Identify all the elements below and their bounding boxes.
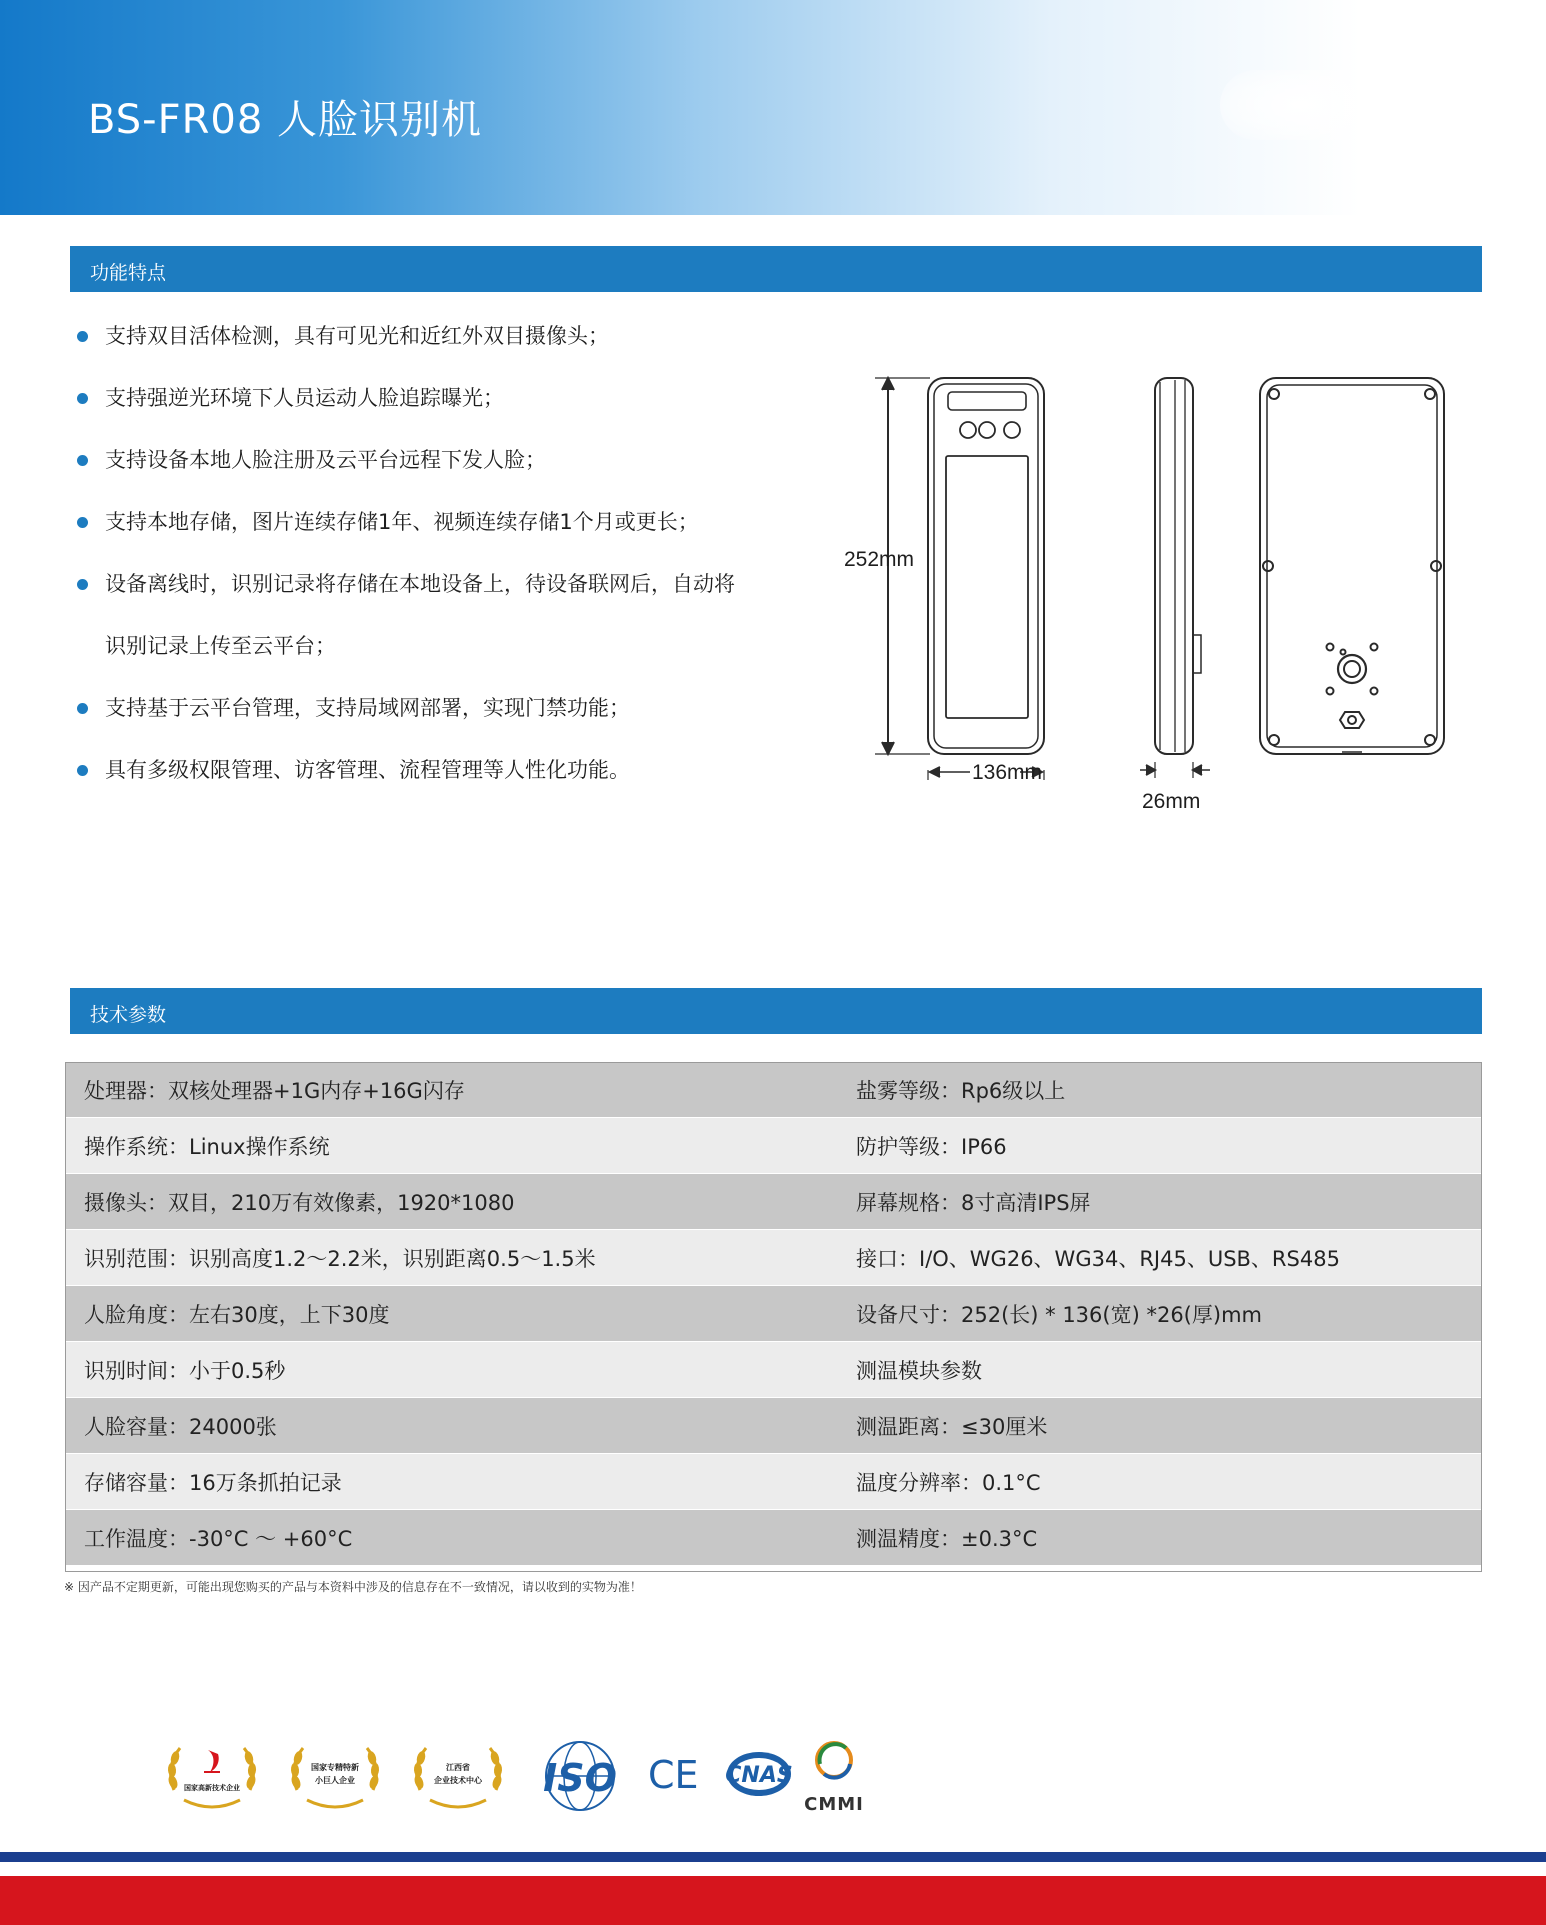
bullet-icon <box>77 331 88 342</box>
badge-tech-center-line2: 企业技术中心 <box>434 1776 482 1785</box>
spec-cell-left: 存储容量：16万条抓拍记录 <box>65 1454 837 1510</box>
spec-cell-left: 工作温度：-30°C ～ +60°C <box>65 1510 837 1566</box>
spec-cell-right: 屏幕规格：8寸高清IPS屏 <box>837 1174 1482 1230</box>
ce-text: CE <box>648 1753 699 1797</box>
footer-blue-stripe <box>0 1852 1546 1862</box>
spec-row <box>65 1230 1482 1286</box>
badge-high-tech <box>167 1748 257 1807</box>
height-label: 252mm <box>844 548 915 571</box>
feature-item <box>75 756 835 784</box>
spec-cell-left: 处理器：双核处理器+1G内存+16G闪存 <box>65 1062 837 1118</box>
spec-row <box>65 1174 1482 1230</box>
spec-table <box>65 1062 1482 1566</box>
feature-text: 支持设备本地人脸注册及云平台远程下发人脸； <box>105 448 546 472</box>
spec-row <box>65 1062 1482 1118</box>
spec-cell-left: 人脸角度：左右30度，上下30度 <box>65 1286 837 1342</box>
feature-item <box>75 694 835 722</box>
spec-cell-left: 人脸容量：24000张 <box>65 1398 837 1454</box>
spec-cell-right: 接口：I/O、WG26、WG34、RJ45、USB、RS485 <box>837 1230 1482 1286</box>
spec-cell-right: 测温精度：±0.3°C <box>837 1510 1482 1566</box>
feature-text-continuation: 识别记录上传至云平台； <box>105 634 336 658</box>
bullet-icon <box>77 579 88 590</box>
badge-specialized-line2: 小巨人企业 <box>315 1776 355 1785</box>
spec-section-bar <box>70 988 1482 1034</box>
ce-logo <box>648 1753 699 1797</box>
feature-text: 支持本地存储，图片连续存储1年、视频连续存储1个月或更长； <box>105 510 699 534</box>
spec-row <box>65 1342 1482 1398</box>
feature-item <box>75 446 835 474</box>
spec-cell-right: 测温模块参数 <box>837 1342 1482 1398</box>
feature-item <box>75 570 835 660</box>
bullet-icon <box>77 393 88 404</box>
badge-specialized-sme <box>290 1748 380 1807</box>
feature-text: 具有多级权限管理、访客管理、流程管理等人性化功能。 <box>105 758 630 782</box>
bullet-icon <box>77 703 88 714</box>
feature-text: 支持强逆光环境下人员运动人脸追踪曝光； <box>105 386 504 410</box>
cmmi-text: CMMI <box>804 1794 864 1815</box>
cmmi-logo <box>804 1743 864 1815</box>
feature-item <box>75 322 835 350</box>
features-list <box>75 322 835 818</box>
feature-text: 支持基于云平台管理，支持局域网部署，实现门禁功能； <box>105 696 630 720</box>
header-glow <box>1220 70 1380 140</box>
bullet-icon <box>77 455 88 466</box>
features-section-bar <box>70 246 1482 292</box>
badge-tech-center-line1: 江西省 <box>446 1763 470 1772</box>
footer-red-stripe <box>0 1876 1546 1925</box>
spec-cell-right: 盐雾等级：Rp6级以上 <box>837 1062 1482 1118</box>
cnas-text: CNAS <box>725 1763 793 1788</box>
page-title: BS-FR08 人脸识别机 <box>88 97 482 143</box>
badge-tech-center <box>413 1748 503 1807</box>
depth-label: 26mm <box>1142 790 1201 813</box>
feature-text: 设备离线时，识别记录将存储在本地设备上，待设备联网后，自动将 <box>105 572 735 596</box>
spec-row <box>65 1286 1482 1342</box>
feature-item <box>75 384 835 412</box>
side-view <box>1155 378 1201 754</box>
bullet-icon <box>77 765 88 776</box>
cnas-logo <box>725 1752 792 1796</box>
width-label: 136mm <box>972 761 1043 784</box>
feature-item <box>75 508 835 536</box>
spec-cell-right: 防护等级：IP66 <box>837 1118 1482 1174</box>
back-view <box>1260 378 1444 754</box>
disclaimer-note: ※ 因产品不定期更新，可能出现您购买的产品与本资料中涉及的信息存在不一致情况，请以收到的实物为准！ <box>64 1580 642 1594</box>
spec-cell-left: 识别范围：识别高度1.2～2.2米，识别距离0.5～1.5米 <box>65 1230 837 1286</box>
certification-logos <box>160 1730 900 1820</box>
spec-cell-left: 识别时间：小于0.5秒 <box>65 1342 837 1398</box>
iso-text: ISO <box>543 1756 617 1800</box>
front-view <box>928 378 1044 754</box>
header-banner <box>0 0 1546 215</box>
footer-white-stripe <box>0 1862 1546 1876</box>
iso-logo <box>543 1742 617 1810</box>
spec-cell-left: 操作系统：Linux操作系统 <box>65 1118 837 1174</box>
spec-cell-right: 测温距离：≤30厘米 <box>837 1398 1482 1454</box>
spec-cell-right: 设备尺寸：252(长) * 136(宽) *26(厚)mm <box>837 1286 1482 1342</box>
features-heading: 功能特点 <box>90 262 167 284</box>
spec-cell-right: 温度分辨率：0.1°C <box>837 1454 1482 1510</box>
spec-heading: 技术参数 <box>90 1004 167 1026</box>
badge-specialized-line1: 国家专精特新 <box>311 1763 359 1772</box>
spec-cell-left: 摄像头：双目，210万有效像素，1920*1080 <box>65 1174 837 1230</box>
feature-text: 支持双目活体检测，具有可见光和近红外双目摄像头； <box>105 324 609 348</box>
badge-high-tech-label: 国家高新技术企业 <box>184 1784 240 1792</box>
spec-row <box>65 1118 1482 1174</box>
bullet-icon <box>77 517 88 528</box>
device-dimension-diagram <box>830 360 1470 820</box>
spec-row <box>65 1454 1482 1510</box>
spec-row <box>65 1510 1482 1566</box>
spec-row <box>65 1398 1482 1454</box>
